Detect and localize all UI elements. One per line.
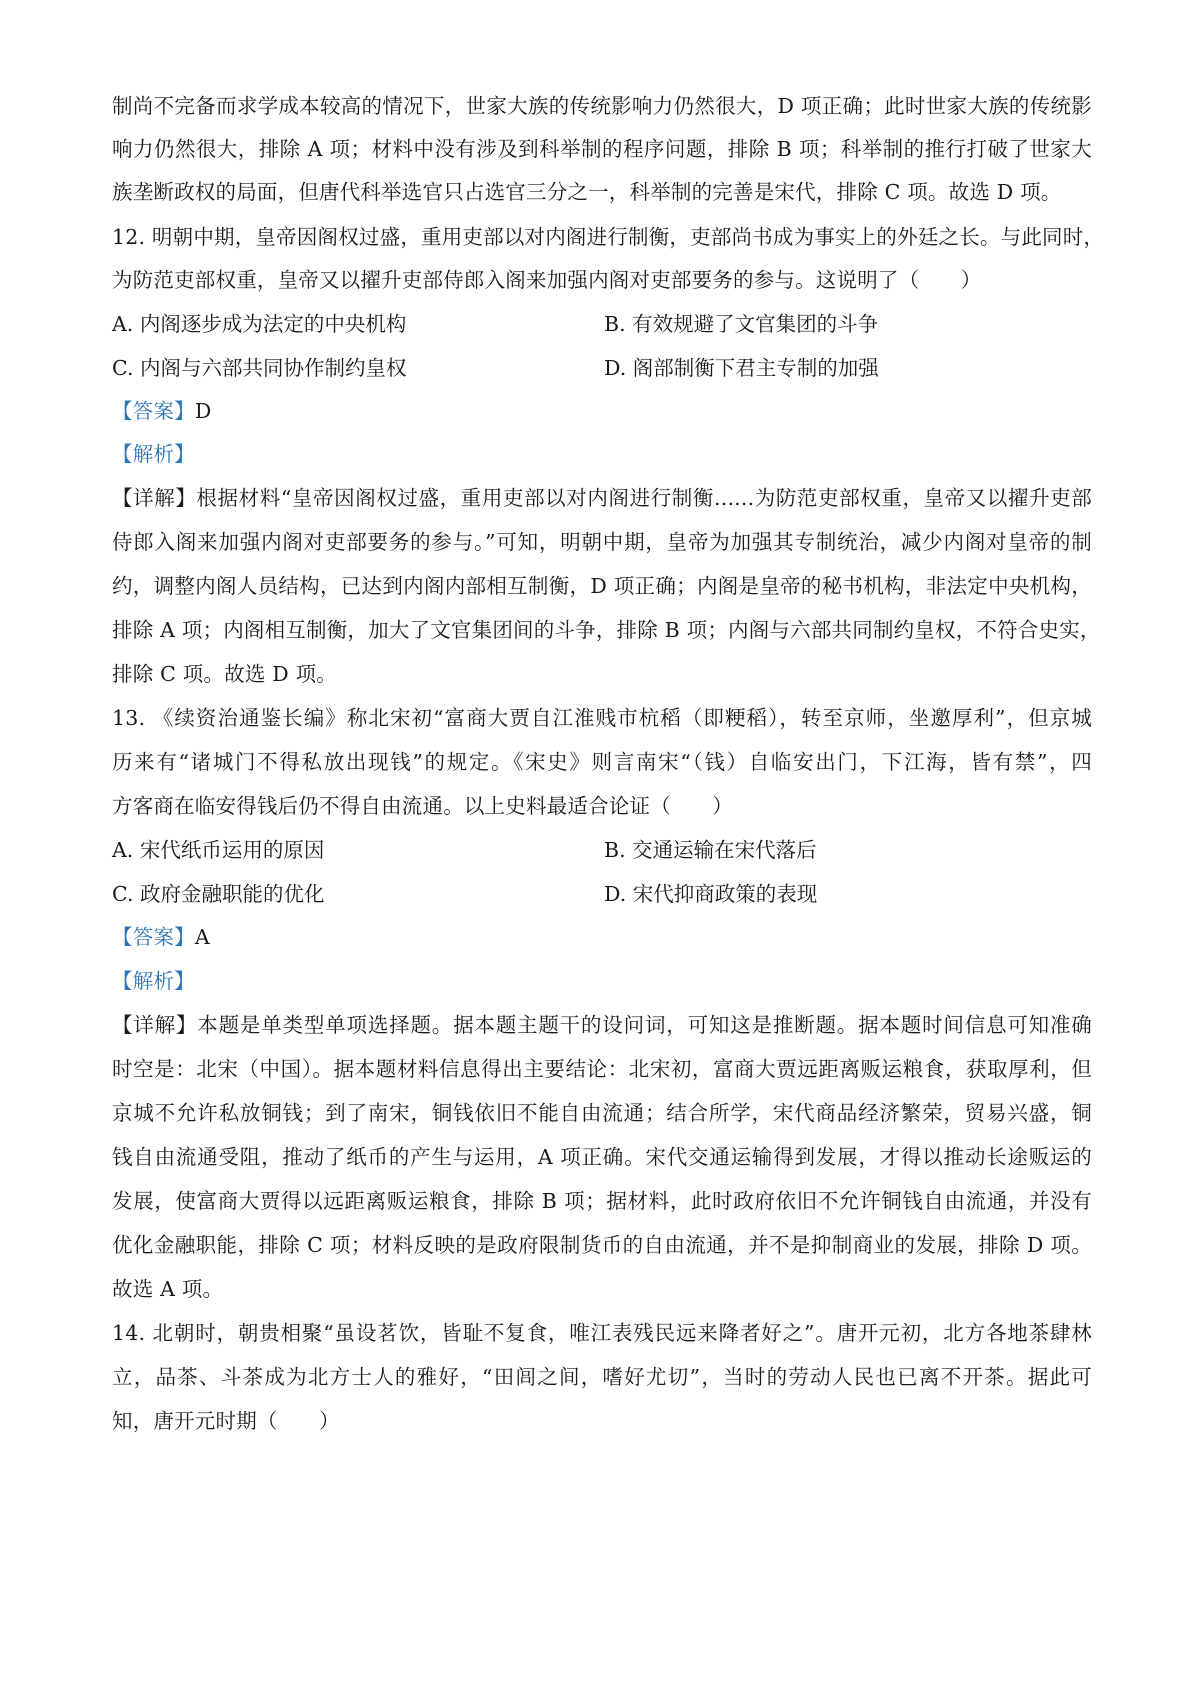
q12-detail-text-1: 根据材料“皇帝因阁权过盛，重用吏部以对内阁进行制衡......为防范吏部权重，皇帝又以擢升吏部 bbox=[196, 486, 1092, 510]
q14-stem-line-3: 知，唐开元时期（ ） bbox=[112, 1409, 340, 1433]
q13-answer-tag: 【答案】 bbox=[112, 925, 195, 949]
q13-detail-line-7: 故选 A 项。 bbox=[112, 1277, 224, 1301]
q12-stem-line-2: 为防范吏部权重，皇帝又以擢升吏部侍郎入阁来加强内阁对吏部要务的参与。这说明了（ ） bbox=[112, 268, 982, 292]
q13-stem-line-2: 历来有“诸城门不得私放出现钱”的规定。《宋史》则言南宋“（钱）自临安出门，下江海，皆有禁”，四 bbox=[112, 750, 1092, 774]
q12-detail-line-2: 侍郎入阁来加强内阁对吏部要务的参与。”可知，明朝中期，皇帝为加强其专制统治，减少内阁对皇帝的制 bbox=[112, 530, 1092, 554]
q12-detail-line-4: 排除 A 项；内阁相互制衡，加大了文官集团间的斗争，排除 B 项；内阁与六部共同制约皇权，不符合史实， bbox=[112, 618, 1101, 642]
q12-answer-tag: 【答案】 bbox=[112, 399, 195, 423]
q12-option-d: D. 阁部制衡下君主专制的加强 bbox=[604, 356, 879, 380]
q12-analysis-tag: 【解析】 bbox=[112, 442, 195, 466]
q13-stem-line-1: 13. 《续资治通鉴长编》称北宋初“富商大贾自江淮贱市杭稻（即粳稻），转至京师，坐邀厚利”，但京城 bbox=[112, 706, 1092, 730]
q13-detail-line-4: 钱自由流通受阻，推动了纸币的产生与运用，A 项正确。宋代交通运输得到发展，才得以推动长途贩运的 bbox=[112, 1145, 1092, 1169]
q13-analysis-tag: 【解析】 bbox=[112, 969, 195, 993]
q13-detail-line-1 bbox=[112, 1010, 1092, 1040]
prev-analysis-line-3: 族垄断政权的局面，但唐代科举选官只占选官三分之一，科举制的完善是宋代，排除 C 项。故选 D 项。 bbox=[112, 180, 1062, 204]
q13-answer bbox=[112, 922, 1092, 952]
q12-stem-line-1: 12. 明朝中期，皇帝因阁权过盛，重用吏部以对内阁进行制衡，吏部尚书成为事实上的外廷之长。与此同时， bbox=[112, 225, 1105, 249]
q13-detail-line-5: 发展，使富商大贾得以远距离贩运粮食，排除 B 项；据材料，此时政府依旧不允许铜钱自由流通，并没有 bbox=[112, 1189, 1092, 1213]
q13-detail-text-1: 本题是单类型单项选择题。据本题主题干的设问词，可知这是推断题。据本题时间信息可知准确 bbox=[197, 1013, 1092, 1037]
q13-option-a: A. 宋代纸币运用的原因 bbox=[112, 838, 325, 862]
q13-option-c: C. 政府金融职能的优化 bbox=[112, 882, 325, 906]
q14-stem-line-2: 立，品茶、斗茶成为北方士人的雅好，“田闾之间，嗜好尤切”，当时的劳动人民也已离不开茶。据此可 bbox=[112, 1365, 1092, 1389]
q14-stem-line-1: 14. 北朝时，朝贵相聚“虽设茗饮，皆耻不复食，唯江表残民远来降者好之”。唐开元初，北方各地茶肆林 bbox=[112, 1321, 1092, 1345]
q12-detail-line-1 bbox=[112, 483, 1092, 513]
q12-detail-tag: 【详解】 bbox=[112, 486, 197, 510]
q13-detail-tag: 【详解】 bbox=[112, 1013, 198, 1037]
q13-answer-value: A bbox=[194, 925, 210, 949]
q12-option-c: C. 内阁与六部共同协作制约皇权 bbox=[112, 356, 407, 380]
q13-detail-line-6: 优化金融职能，排除 C 项；材料反映的是政府限制货币的自由流通，并不是抑制商业的发展，排除 D 项。 bbox=[112, 1233, 1092, 1257]
q13-detail-line-2: 时空是：北宋（中国）。据本题材料信息得出主要结论：北宋初，富商大贾远距离贩运粮食，获取厚利，但 bbox=[112, 1057, 1092, 1081]
q13-option-b: B. 交通运输在宋代落后 bbox=[604, 838, 817, 862]
q13-stem-line-3: 方客商在临安得钱后仍不得自由流通。以上史料最适合论证（ ） bbox=[112, 794, 733, 818]
q12-answer bbox=[112, 396, 1092, 426]
q12-option-b: B. 有效规避了文官集团的斗争 bbox=[604, 312, 879, 336]
q13-detail-line-3: 京城不允许私放铜钱；到了南宋，铜钱依旧不能自由流通；结合所学，宋代商品经济繁荣，贸易兴盛，铜 bbox=[112, 1101, 1092, 1125]
q12-detail-line-5: 排除 C 项。故选 D 项。 bbox=[112, 662, 337, 686]
q12-option-a: A. 内阁逐步成为法定的中央机构 bbox=[112, 312, 407, 336]
q13-option-d: D. 宋代抑商政策的表现 bbox=[604, 882, 818, 906]
prev-analysis-line-1: 制尚不完备而求学成本较高的情况下，世家大族的传统影响力仍然很大，D 项正确；此时世家大族的传统影 bbox=[112, 94, 1092, 118]
prev-analysis-line-2: 响力仍然很大，排除 A 项；材料中没有涉及到科举制的程序问题，排除 B 项；科举制的推行打破了世家大 bbox=[112, 137, 1092, 161]
q12-detail-line-3: 约，调整内阁人员结构，已达到内阁内部相互制衡，D 项正确；内阁是皇帝的秘书机构，非法定中央机构， bbox=[112, 574, 1092, 598]
q12-answer-value: D bbox=[194, 399, 212, 423]
